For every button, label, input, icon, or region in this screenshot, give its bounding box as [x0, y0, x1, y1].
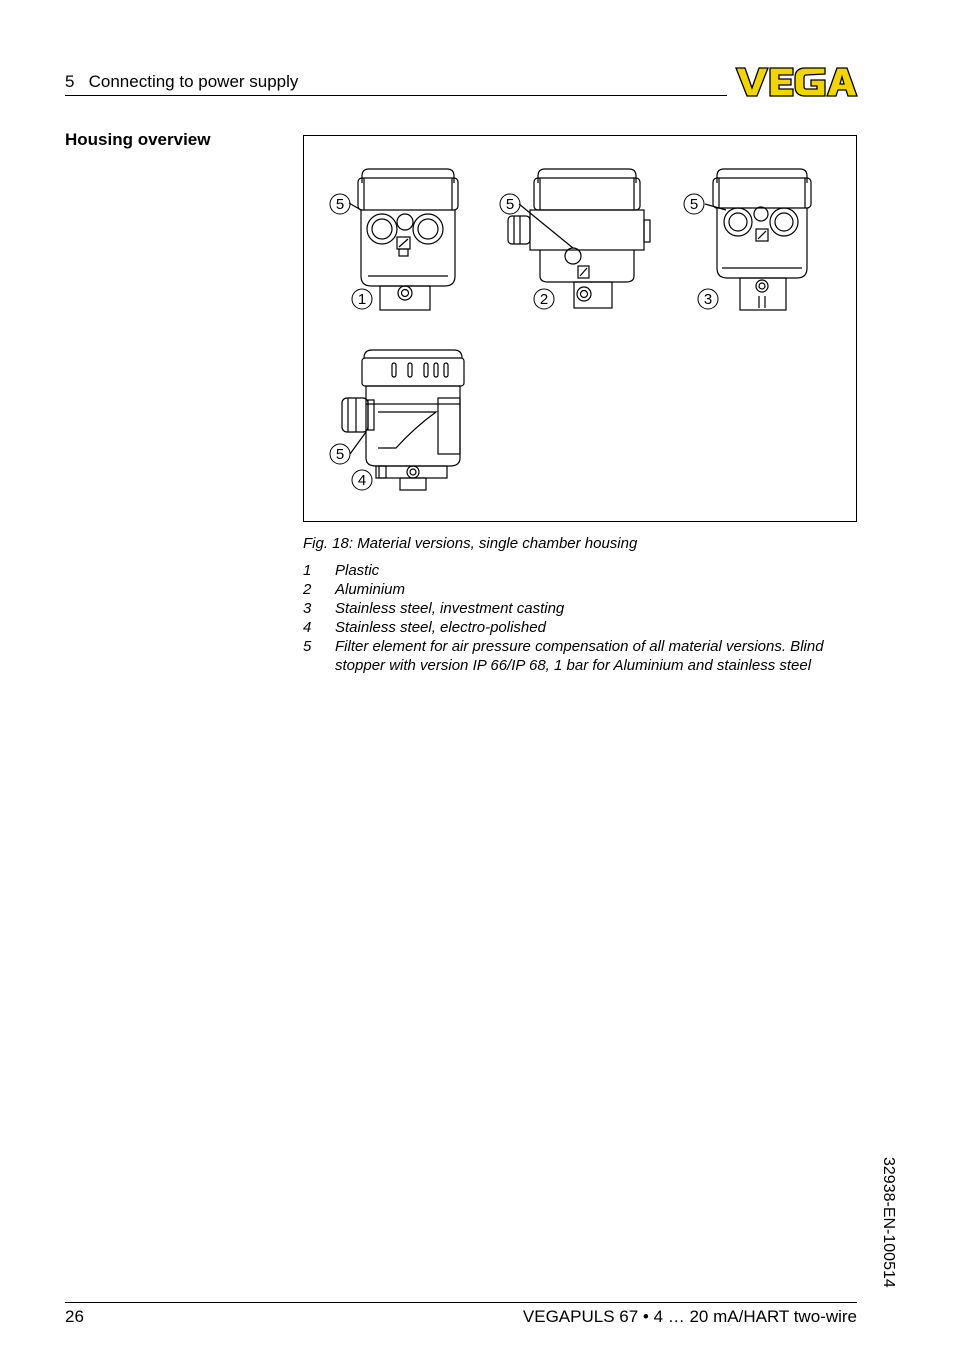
figure-legend: [303, 561, 863, 675]
housing-stainless-polished-drawing: [342, 350, 464, 490]
legend-text: Stainless steel, electro-polished: [335, 619, 546, 636]
housing-figure: [303, 135, 857, 522]
callout-5: 5: [505, 196, 515, 213]
legend-text: Filter element for air pressure compensation of all material versions. Blind stopper with version IP 66/IP 68, 1 bar for Aluminium and stainless steel: [335, 638, 824, 674]
callout-3: 3: [703, 291, 713, 308]
callout-5: 5: [335, 196, 345, 213]
legend-number: 1: [303, 562, 312, 579]
header-rule: [65, 95, 727, 96]
callout-2: 2: [539, 291, 549, 308]
legend-item: [303, 599, 863, 618]
legend-text: Plastic: [335, 562, 380, 579]
figure-caption: Fig. 18: Material versions, single chamber housing: [303, 535, 638, 552]
housing-aluminium-drawing: [505, 169, 650, 308]
document-id: 32938-EN-100514: [880, 1157, 897, 1288]
product-name: VEGAPULS 67 • 4 … 20 mA/HART two-wire: [522, 1307, 857, 1326]
vega-logo: [735, 66, 858, 98]
legend-text: Aluminium: [335, 581, 406, 598]
callout-1: 1: [357, 291, 367, 308]
running-header: 5 Connecting to power supply: [65, 72, 299, 91]
legend-item: [303, 580, 863, 599]
legend-item: [303, 561, 863, 580]
legend-item: [303, 637, 863, 675]
legend-number: 3: [303, 600, 312, 617]
section-title: Housing overview: [65, 130, 211, 149]
legend-number: 4: [303, 619, 312, 636]
legend-number: 5: [303, 638, 312, 655]
footer-rule: [65, 1302, 857, 1303]
legend-item: [303, 618, 863, 637]
housing-stainless-cast-drawing: [713, 169, 811, 310]
callout-5: 5: [335, 446, 345, 463]
page-number: 26: [65, 1307, 84, 1326]
legend-number: 2: [303, 581, 312, 598]
callout-5: 5: [689, 196, 699, 213]
callout-4: 4: [357, 472, 367, 489]
housing-plastic-drawing: [358, 169, 458, 310]
legend-text: Stainless steel, investment casting: [335, 600, 565, 617]
